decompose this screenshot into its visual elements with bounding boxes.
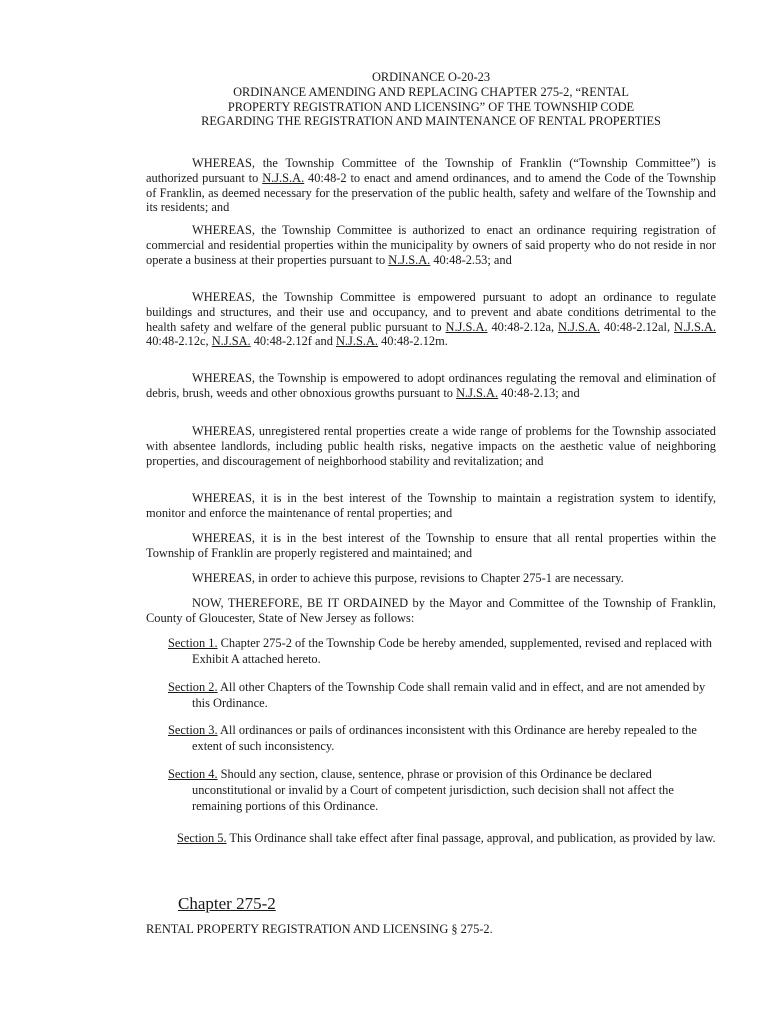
ordinance-title-line-1: ORDINANCE AMENDING AND REPLACING CHAPTER 275-2, “RENTAL [233, 84, 629, 99]
ordinance-number: ORDINANCE O-20-23 [371, 70, 491, 84]
section-label: Section 3. [168, 723, 218, 737]
statute-reference: N.J.SA. [211, 334, 251, 349]
whereas-clause-1: WHEREAS, the Township Committee of the Township of Franklin (“Township Committee”) is authorized pursuant to N.J.S.A. 40:48-2 to enact and amend ordinances, and to amend the Code of the Township of Franklin, as deemed necessary for the preservation of the public health, safety and welfare of the Township and its residents; and [146, 156, 716, 215]
whereas-clause-7: WHEREAS, it is in the best interest of the Township to ensure that all rental properties within the Township of Franklin are properly registered and maintained; and [146, 531, 716, 560]
ordinance-title-block [146, 70, 716, 129]
statute-reference: N.J.S.A. [388, 252, 431, 267]
whereas-clause-5: WHEREAS, unregistered rental properties create a wide range of problems for the Township associated with absentee landlords, including public health risks, negative impacts on the aesthetic value of neighboring properties, and discouragement of neighborhood stability and revitalization; and [146, 424, 716, 468]
whereas-clause-3: WHEREAS, the Township Committee is empowered pursuant to adopt an ordinance to regulate buildings and structures, and their use and occupancy, and to prevent and abate conditions detrimental to the health safety and welfare of the general public pursuant to N.J.S.A. 40:48-2.12a, N.J.S.A. 40:48-2.12al, N.J.S.A. 40:48-2.12c, N.J.SA. 40:48-2.12f and N.J.S.A. 40:48-2.12m. [146, 290, 716, 349]
statute-reference: N.J.S.A. [456, 385, 499, 400]
chapter-subheading: RENTAL PROPERTY REGISTRATION AND LICENSING § 275-2. [146, 922, 493, 936]
statute-reference: N.J.S.A. [674, 319, 716, 334]
section-5: Section 5. This Ordinance shall take effect after final passage, approval, and publication, as provided by law. [177, 831, 716, 845]
whereas-clause-8: WHEREAS, in order to achieve this purpose, revisions to Chapter 275-1 are necessary. [192, 571, 624, 585]
section-3: Section 3. All ordinances or pails of ordinances inconsistent with this Ordinance are hereby repealed to the extent of such inconsistency. [168, 723, 697, 754]
section-label: Section 5. [177, 831, 227, 845]
section-label: Section 2. [168, 680, 218, 694]
section-label: Section 4. [168, 767, 218, 781]
section-1: Section 1. Chapter 275-2 of the Township Code be hereby amended, supplemented, revised and replaced with Exhibit A attached hereto. [168, 636, 712, 667]
section-label: Section 1. [168, 636, 218, 650]
whereas-clause-2: WHEREAS, the Township Committee is authorized to enact an ordinance requiring registration of commercial and residential properties within the municipality by owners of said property who do not reside in nor operate a business at their properties pursuant to N.J.S.A. 40:48-2.53; and [146, 223, 716, 267]
whereas-clause-6: WHEREAS, it is in the best interest of the Township to maintain a registration system to identify, monitor and enforce the maintenance of rental properties; and [146, 491, 716, 520]
statute-reference: N.J.S.A. [262, 170, 305, 185]
whereas-clause-4: WHEREAS, the Township is empowered to adopt ordinances regulating the removal and elimination of debris, brush, weeds and other obnoxious growths pursuant to N.J.S.A. 40:48-2.13; and [146, 371, 716, 400]
statute-reference: N.J.S.A. [445, 319, 488, 334]
ordinance-title-line-3: REGARDING THE REGISTRATION AND MAINTENANCE OF RENTAL PROPERTIES [201, 114, 661, 129]
chapter-heading: Chapter 275-2 [178, 894, 276, 913]
section-2: Section 2. All other Chapters of the Township Code shall remain valid and in effect, and are not amended by this Ordinance. [168, 680, 706, 711]
statute-reference: N.J.S.A. [335, 334, 378, 349]
ordaining-clause: NOW, THEREFORE, BE IT ORDAINED by the Mayor and Committee of the Township of Franklin, County of Gloucester, State of New Jersey as follows: [146, 596, 716, 625]
section-4: Section 4. Should any section, clause, sentence, phrase or provision of this Ordinance be declared unconstitutional or invalid by a Court of competent jurisdiction, such decision shall not affect the remaining portions of this Ordinance. [168, 767, 674, 814]
statute-reference: N.J.S.A. [558, 319, 601, 334]
ordinance-title-line-2: PROPERTY REGISTRATION AND LICENSING” OF THE TOWNSHIP CODE [227, 99, 635, 114]
